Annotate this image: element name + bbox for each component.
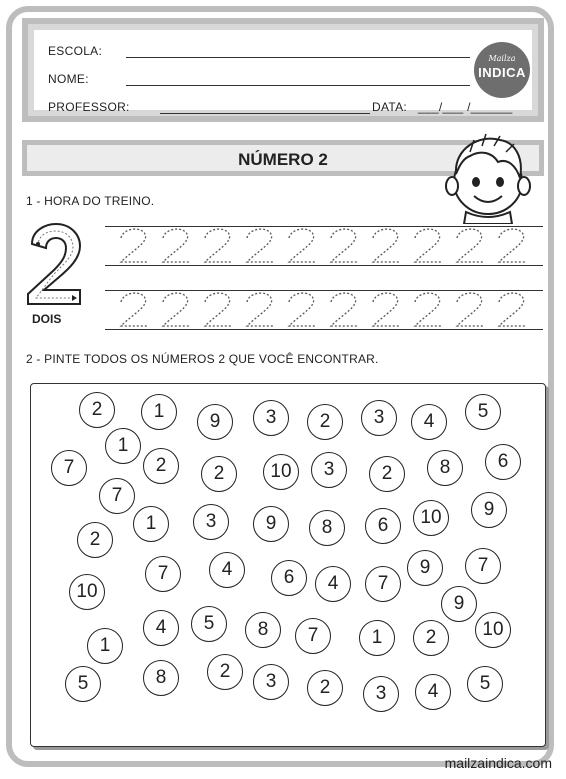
number-circle[interactable]: 4 [415,674,451,710]
trace-two-glyph [457,293,483,326]
trace-row-2[interactable] [105,290,543,330]
number-word: DOIS [32,312,62,326]
number-circle[interactable]: 8 [309,510,345,546]
number-circle[interactable]: 5 [191,606,227,642]
number-circle[interactable]: 2 [201,456,237,492]
trace-two-glyph [331,229,357,262]
number-circle[interactable]: 7 [145,556,181,592]
number-circle[interactable]: 3 [363,676,399,712]
student-info-header [22,18,544,122]
number-circle[interactable]: 2 [77,522,113,558]
number-circle[interactable]: 4 [209,552,245,588]
number-circle[interactable]: 4 [143,610,179,646]
number-circle[interactable]: 7 [465,548,501,584]
number-circle[interactable]: 5 [467,666,503,702]
number-circle[interactable]: 10 [69,574,105,610]
trace-two-glyph [331,293,357,326]
number-circle[interactable]: 10 [475,612,511,648]
trace-row-1[interactable] [105,226,543,266]
number-circle[interactable]: 1 [141,394,177,430]
data-field[interactable]: ___/___ /______ [418,100,513,114]
number-circle[interactable]: 10 [263,454,299,490]
instruction-2: 2 - PINTE TODOS OS NÚMEROS 2 QUE VOCÊ ENCONTRAR. [26,352,379,366]
number-circle[interactable]: 3 [193,504,229,540]
trace-two-glyph [289,293,315,326]
trace-two-glyph [289,229,315,262]
number-circle[interactable]: 7 [365,566,401,602]
number-circle[interactable]: 3 [361,400,397,436]
number-circle[interactable]: 2 [143,448,179,484]
number-circle[interactable]: 6 [365,508,401,544]
number-circle[interactable]: 6 [271,560,307,596]
boy-illustration [440,128,532,224]
trace-two-glyph [247,229,273,262]
trace-two-glyph [373,229,399,262]
professor-label: PROFESSOR: [48,100,130,114]
number-circle[interactable]: 6 [485,444,521,480]
nome-field[interactable] [126,85,470,86]
trace-two-glyph [205,229,231,262]
number-circle[interactable]: 2 [79,392,115,428]
nome-label: NOME: [48,72,89,86]
number-circle[interactable]: 8 [245,612,281,648]
number-circle[interactable]: 9 [407,550,443,586]
trace-two-glyph [121,293,147,326]
number-circle[interactable]: 3 [253,400,289,436]
number-circle[interactable]: 4 [411,404,447,440]
trace-two-glyph [163,293,189,326]
trace-two-glyph [457,229,483,262]
number-circle[interactable]: 4 [315,566,351,602]
number-circle[interactable]: 8 [143,660,179,696]
number-circle[interactable]: 3 [253,664,289,700]
number-circle[interactable]: 2 [307,670,343,706]
data-label: DATA: [372,100,408,114]
number-circle[interactable]: 2 [207,654,243,690]
number-circle[interactable]: 5 [465,394,501,430]
number-circle[interactable]: 2 [307,404,343,440]
site-footer: mailzaindica.com [444,755,552,771]
number-circle[interactable]: 1 [87,628,123,664]
mailza-indica-logo: Mailza INDICA [474,42,530,98]
professor-field[interactable] [160,113,370,114]
number-circles-area [30,383,546,747]
trace-two-glyph [499,229,525,262]
number-circle[interactable]: 5 [65,666,101,702]
number-circle[interactable]: 9 [197,404,233,440]
number-circle[interactable]: 9 [253,506,289,542]
trace-two-glyph [205,293,231,326]
number-circle[interactable]: 3 [311,452,347,488]
trace-two-glyph [373,293,399,326]
trace-two-glyph [247,293,273,326]
number-circle[interactable]: 9 [471,492,507,528]
trace-two-glyph [415,293,441,326]
number-circle[interactable]: 2 [413,620,449,656]
escola-field[interactable] [126,57,470,58]
escola-label: ESCOLA: [48,44,103,58]
number-circle[interactable]: 1 [105,428,141,464]
big-number-two [24,222,86,308]
page-title: NÚMERO 2 [238,150,328,169]
trace-two-glyph [499,293,525,326]
number-circle[interactable]: 7 [99,478,135,514]
trace-two-glyph [121,229,147,262]
number-circle[interactable]: 7 [295,618,331,654]
number-circle[interactable]: 9 [441,586,477,622]
number-circle[interactable]: 7 [51,450,87,486]
trace-two-glyph [163,229,189,262]
number-circle[interactable]: 1 [359,620,395,656]
number-circle[interactable]: 1 [133,506,169,542]
number-circle[interactable]: 10 [413,500,449,536]
number-circle[interactable]: 8 [427,450,463,486]
trace-two-glyph [415,229,441,262]
instruction-1: 1 - HORA DO TREINO. [26,194,155,208]
number-circle[interactable]: 2 [369,456,405,492]
